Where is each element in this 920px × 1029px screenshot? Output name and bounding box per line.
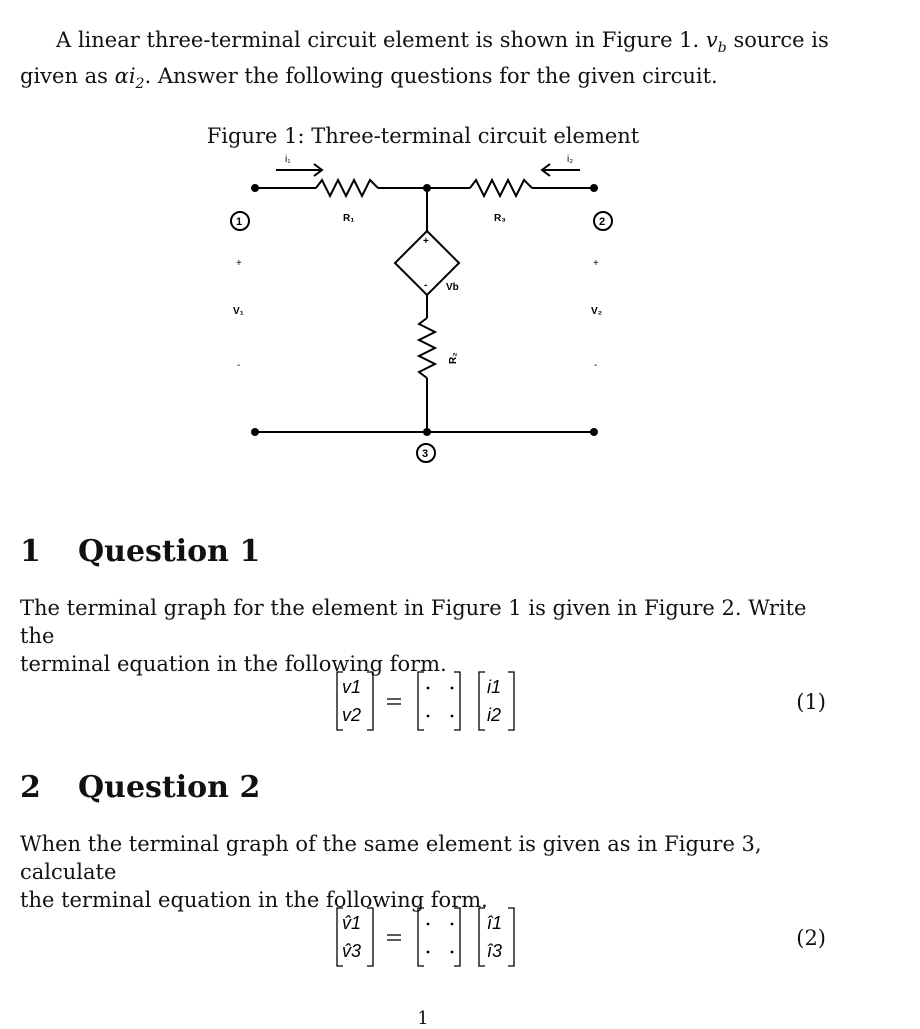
- intro-text-3: given as: [20, 64, 108, 89]
- label-node-3: 3: [422, 448, 429, 460]
- terminal-bottom-left-dot: [251, 428, 259, 436]
- eq2-rhs-bottom: î3: [487, 941, 503, 961]
- equation-1-number: (1): [796, 690, 826, 714]
- q2-heading: [20, 770, 260, 805]
- eq2-lhs-top: v̂1: [342, 913, 362, 933]
- q1-number: 1: [20, 534, 41, 569]
- label-r3: R₃: [494, 213, 506, 224]
- page-number: 1: [417, 1008, 429, 1029]
- q1-text-2: terminal equation in the following form.: [20, 652, 447, 676]
- label-v2-plus: +: [593, 258, 599, 269]
- equation-1-matrices: [0, 668, 920, 738]
- terminal-2-dot: [590, 184, 598, 192]
- label-node-1: 1: [236, 216, 243, 228]
- label-v2-minus: -: [594, 360, 598, 371]
- label-i2: i₂: [567, 154, 574, 165]
- alpha-expression: $\alpha i_2$: [114, 64, 145, 93]
- label-node-2: 2: [599, 216, 606, 228]
- equation-2-number: (2): [796, 926, 826, 950]
- eq1-rhs-bottom: i2: [487, 705, 502, 725]
- equation-2: [0, 904, 920, 974]
- eq1-rhs-top: i1: [487, 677, 502, 697]
- resistor-r1: [316, 180, 378, 196]
- q1-title: Question 1: [78, 534, 261, 569]
- resistor-r3: [470, 180, 532, 196]
- intro-text-4: . Answer the following questions for the given circuit.: [144, 64, 718, 89]
- label-i1: i₁: [285, 154, 291, 165]
- resistor-r2: [419, 318, 435, 378]
- circuit-diagram: [0, 0, 920, 480]
- label-v1-plus: +: [236, 258, 242, 269]
- q1-heading: [20, 534, 260, 569]
- eq1-lhs-top: v1: [342, 677, 362, 697]
- q1-text-1: The terminal graph for the element in Figure 1 is given in Figure 2. Write the: [20, 596, 807, 648]
- q2-paragraph: [20, 830, 832, 914]
- equation-1: [0, 668, 920, 738]
- junction-top-dot: [423, 184, 431, 192]
- junction-bottom-dot: [423, 428, 431, 436]
- equation-2-matrices: [0, 904, 920, 974]
- label-r2: R₂: [448, 352, 459, 364]
- q2-number: 2: [20, 770, 41, 805]
- vb-symbol: $v_b$: [705, 28, 727, 57]
- q2-text-2: the terminal equation in the following form.: [20, 888, 488, 912]
- label-vb-plus: +: [423, 236, 429, 247]
- eq2-lhs-bottom: v̂3: [342, 941, 362, 961]
- figure-caption: Figure 1: Three-terminal circuit element: [206, 124, 640, 148]
- label-v1: V₁: [233, 306, 244, 317]
- intro-text-1: A linear three-terminal circuit element is shown in Figure 1.: [56, 28, 700, 52]
- label-v1-minus: -: [237, 360, 241, 371]
- label-vb: Vb: [446, 282, 459, 293]
- label-r1: R₁: [343, 213, 355, 224]
- q2-title: Question 2: [78, 770, 261, 805]
- terminal-1-dot: [251, 184, 259, 192]
- intro-text-2: source is: [733, 28, 829, 52]
- label-vb-minus: -: [424, 280, 428, 291]
- q1-paragraph: [20, 594, 832, 678]
- label-v2: V₂: [591, 306, 603, 317]
- terminal-bottom-right-dot: [590, 428, 598, 436]
- q2-text-1: When the terminal graph of the same element is given as in Figure 3, calculate: [20, 832, 762, 884]
- eq1-lhs-bottom: v2: [342, 705, 362, 725]
- eq2-rhs-top: î1: [487, 913, 503, 933]
